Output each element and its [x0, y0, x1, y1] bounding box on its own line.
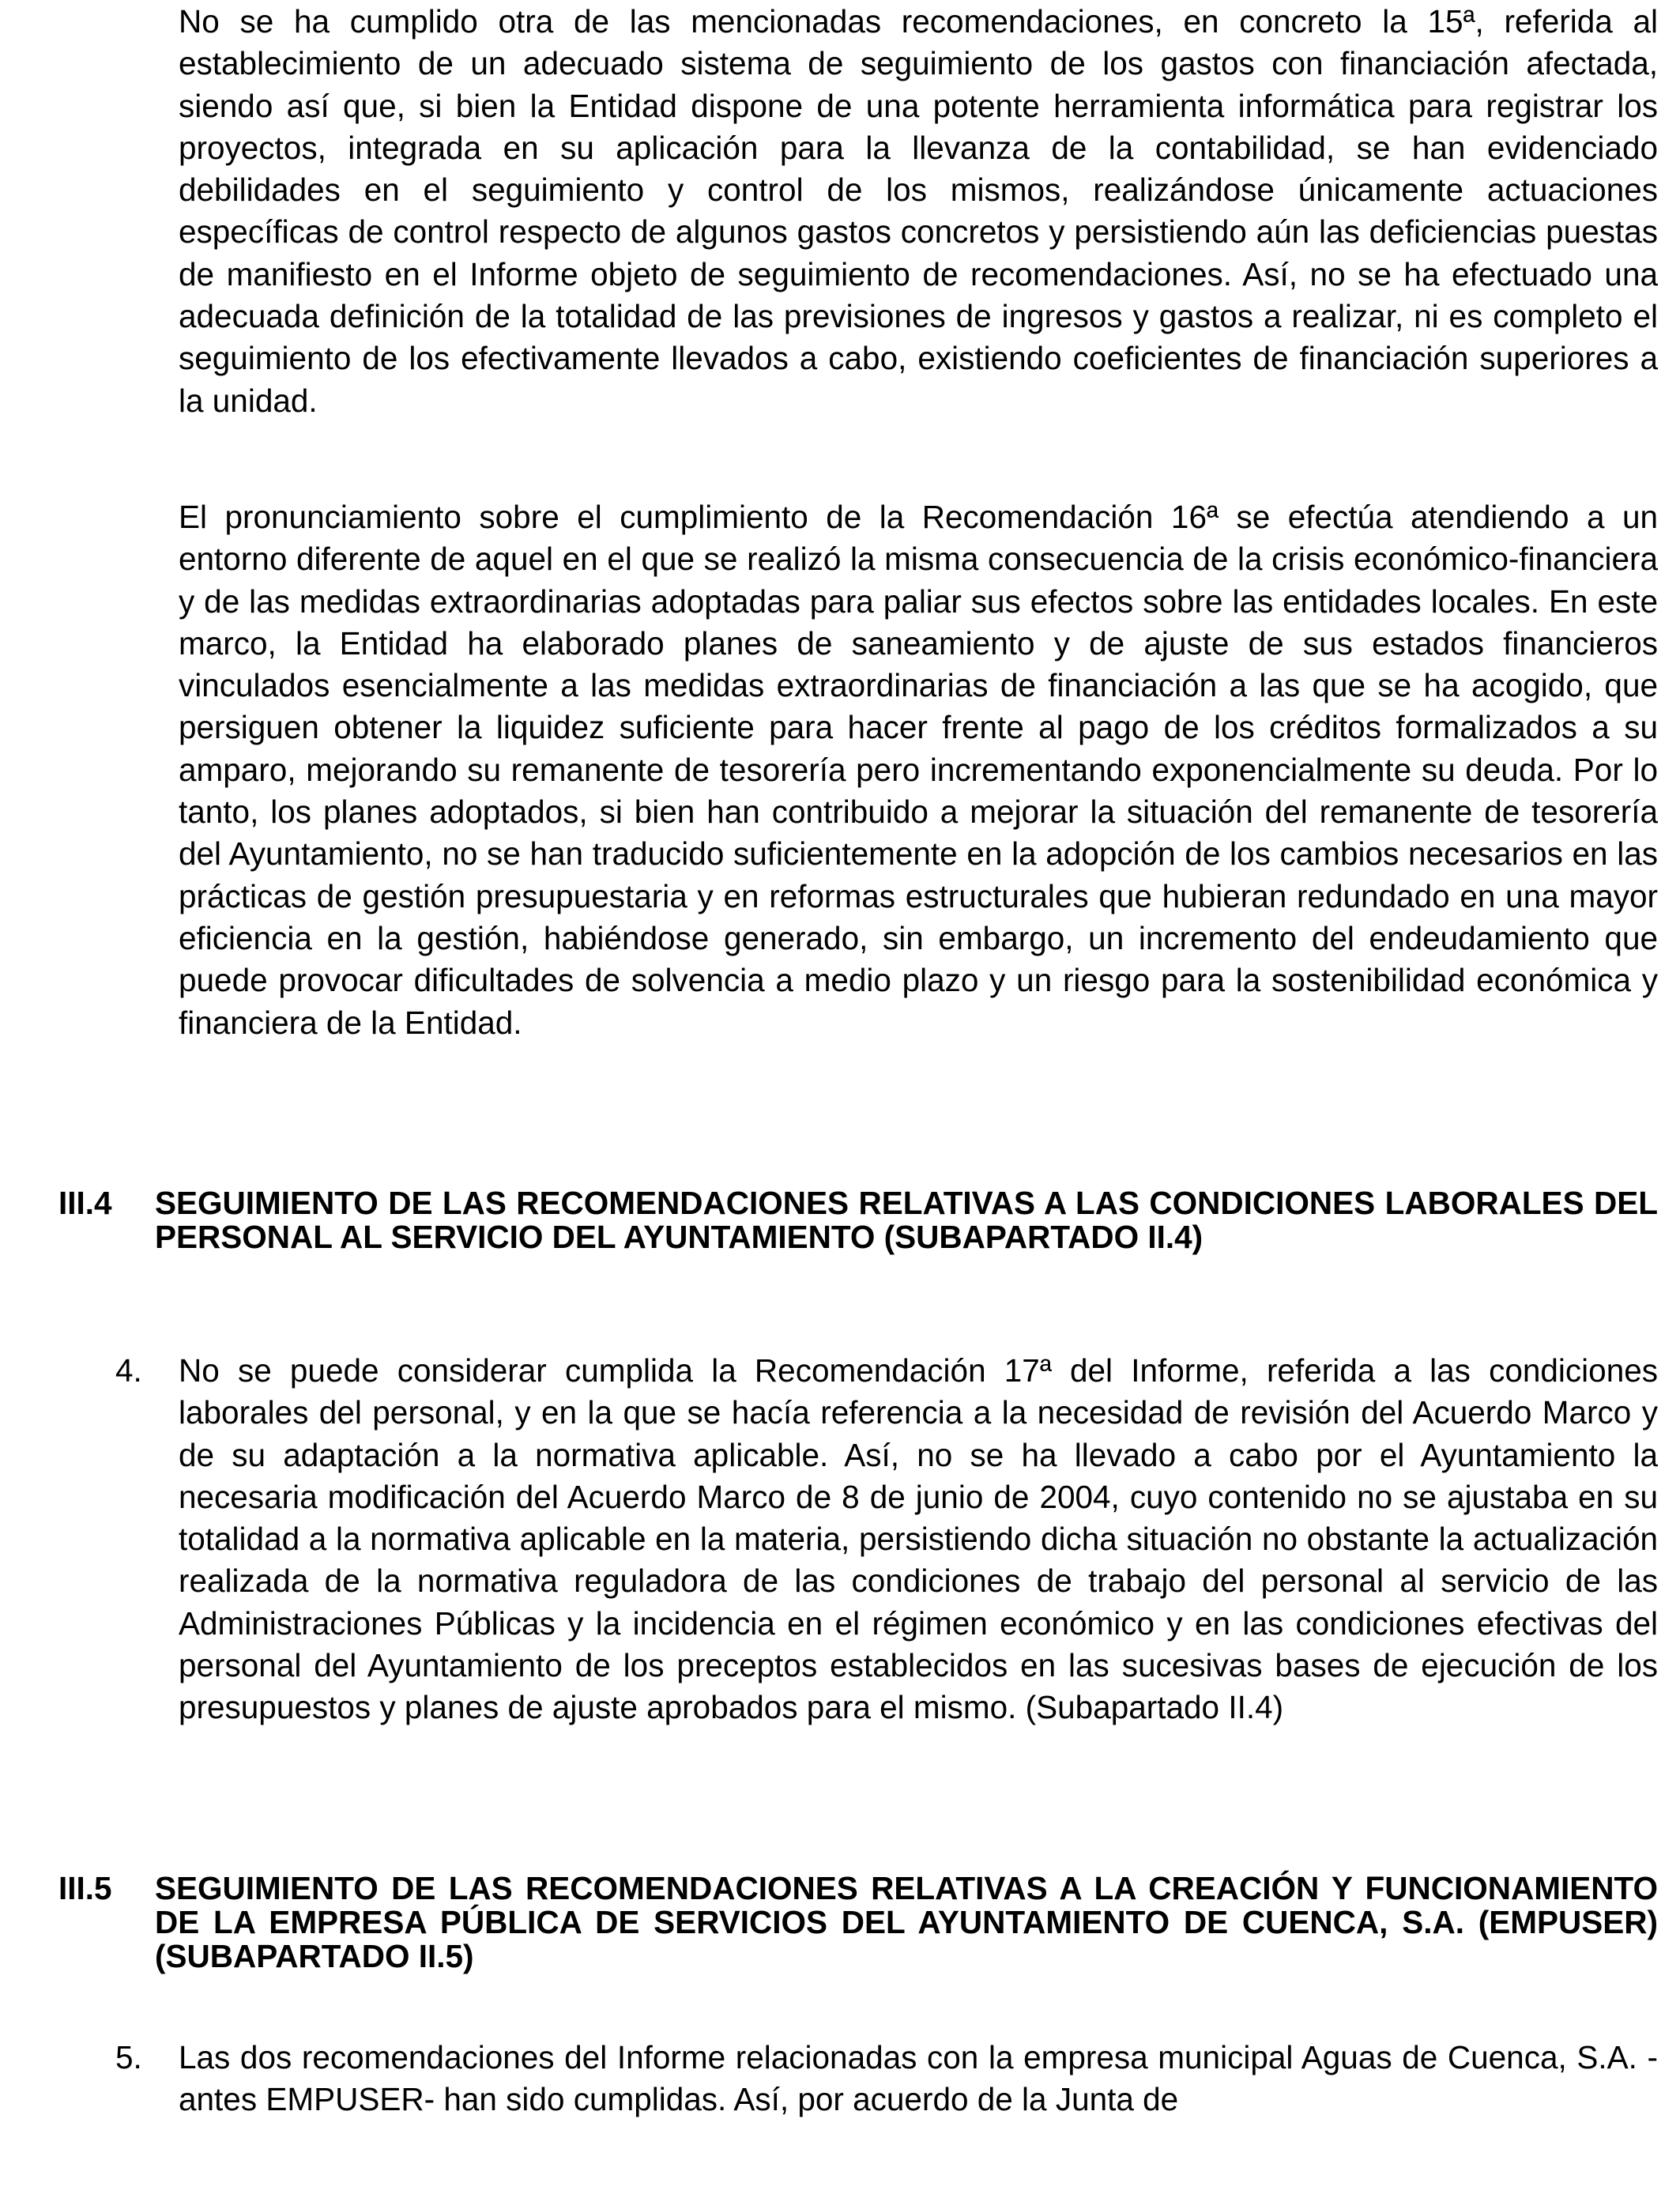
paragraph-recommendation-16: El pronunciamiento sobre el cumplimiento de la Recomendación 16ª se efectúa atendiendo a un entorno diferente de aquel en el que se realizó la misma consecuencia de la crisis económico-financiera y de las medidas extraordinarias adoptadas para paliar sus efectos sobre las entidades locales. En este marco, la Entidad ha elaborado planes de saneamiento y de ajuste de sus estados financieros vinculados esencialmente a las medidas extraordinarias de financiación a las que se ha acogido, que persiguen obtener la liquidez suficiente para hacer frente al pago de los créditos formalizados a su amparo, mejorando su remanente de tesorería pero incrementando exponencialmente su deuda. Por lo tanto, los planes adoptados, si bien han contribuido a mejorar la situación del remanente de tesorería del Ayuntamiento, no se han traducido suficientemente en la adopción de los cambios necesarios en las prácticas de gestión presupuestaria y en reformas estructurales que hubieran redundado en una mayor eficiencia en la gestión, habiéndose generado, sin embargo, un incremento del endeudamiento que puede provocar dificultades de solvencia a medio plazo y un riesgo para la sostenibilidad económica y financiera de la Entidad.	[179, 499, 1658, 1041]
list-item-text-5: Las dos recomendaciones del Informe relacionadas con la empresa municipal Aguas de Cuenca, S.A. -antes EMPUSER- han sido cumplidas. Así, por acuerdo de la Junta de	[179, 2039, 1658, 2118]
paragraph-recommendation-15: No se ha cumplido otra de las mencionadas recomendaciones, en concreto la 15ª, referida al establecimiento de un adecuado sistema de seguimiento de los gastos con financiación afectada, siendo así que, si bien la Entidad dispone de una potente herramienta informática para registrar los proyectos, integrada en su aplicación para la llevanza de la contabilidad, se han evidenciado debilidades en el seguimiento y control de los mismos, realizándose únicamente actuaciones específicas de control respecto de algunos gastos concretos y persistiendo aún las deficiencias puestas de manifiesto en el Informe objeto de seguimiento de recomendaciones. Así, no se ha efectuado una adecuada definición de la totalidad de las previsiones de ingresos y gastos a realizar, ni es completo el seguimiento de los efectivamente llevados a cabo, existiendo coeficientes de financiación superiores a la unidad.	[179, 3, 1658, 419]
list-item-number-4: 4.	[115, 1352, 142, 1389]
section-number-iii-4: III.4	[58, 1185, 112, 1221]
section-number-iii-5: III.5	[58, 1870, 112, 1906]
list-item-number-5: 5.	[115, 2039, 142, 2075]
list-item-text-4: No se puede considerar cumplida la Recomendación 17ª del Informe, referida a las condiciones laborales del personal, y en la que se hacía referencia a la necesidad de revisión del Acuerdo Marco y de su adaptación a la normativa aplicable. Así, no se ha llevado a cabo por el Ayuntamiento la necesaria modificación del Acuerdo Marco de 8 de junio de 2004, cuyo contenido no se ajustaba en su totalidad a la normativa aplicable en la materia, persistiendo dicha situación no obstante la actualización realizada de la normativa reguladora de las condiciones de trabajo del personal al servicio de las Administraciones Públicas y la incidencia en el régimen económico y en las condiciones efectivas del personal del Ayuntamiento de los preceptos establecidos en las sucesivas bases de ejecución de los presupuestos y planes de ajuste aprobados para el mismo. (Subapartado II.4)	[179, 1352, 1658, 1726]
section-heading-iii-4: SEGUIMIENTO DE LAS RECOMENDACIONES RELATIVAS A LAS CONDICIONES LABORALES DEL PERSONAL AL SERVICIO DEL AYUNTAMIENTO (SUBAPARTADO II.4)	[155, 1185, 1658, 1255]
section-heading-iii-5: SEGUIMIENTO DE LAS RECOMENDACIONES RELATIVAS A LA CREACIÓN Y FUNCIONAMIENTO DE LA EMPRESA PÚBLICA DE SERVICIOS DEL AYUNTAMIENTO DE CUENCA, S.A. (EMPUSER) (SUBAPARTADO II.5)	[155, 1870, 1658, 1974]
